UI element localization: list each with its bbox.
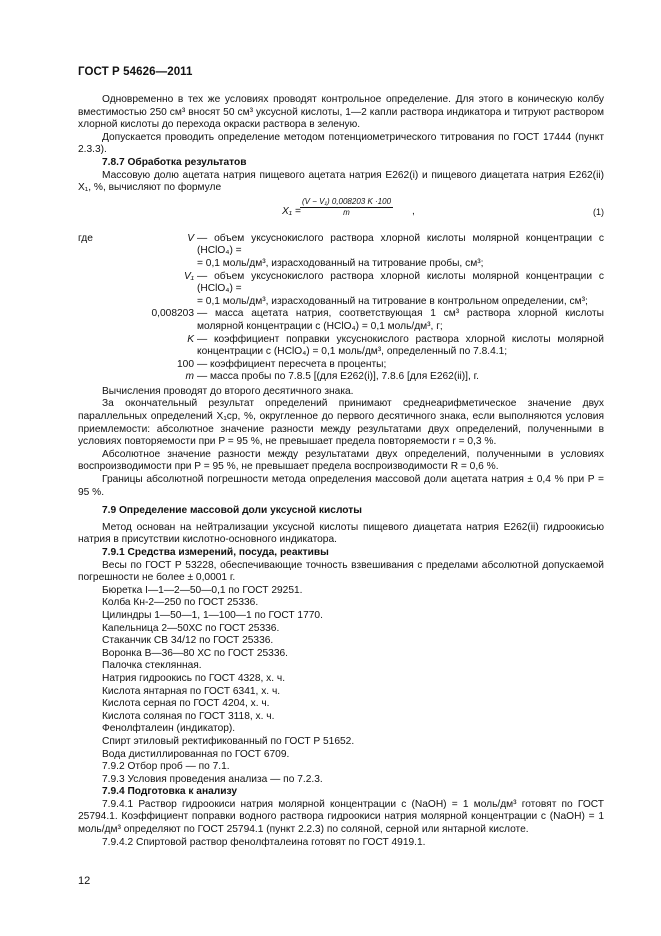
paragraph-method: Метод основан на нейтрализации уксусной кислоты пищевого диацетата натрия E262(ii) гидроокисью натрия в присутствии кислотно-основного индикатора.	[78, 521, 604, 546]
heading-7-9-4: 7.9.4 Подготовка к анализу	[102, 786, 238, 798]
list-item: Цилиндры 1—50—1, 1—100—1 по ГОСТ 1770.	[102, 609, 323, 621]
definition-text: — объем уксуснокислого раствора хлорной кислоты молярной концентрации c (HClO₄) =	[197, 270, 604, 295]
definition-term: V	[187, 232, 194, 244]
list-item: Колба Кн-2—250 по ГОСТ 25336.	[102, 597, 259, 609]
where-label: где	[78, 232, 93, 244]
definition-item	[78, 271, 604, 309]
paragraph-potentiometric: Допускается проводить определение методом потенциометрического титрования по ГОСТ 17444 (пункт 2.3.3).	[78, 131, 604, 156]
heading-7-9: 7.9 Определение массовой доли уксусной кислоты	[102, 505, 362, 517]
definition-item	[78, 334, 604, 359]
list-item: Натрия гидроокись по ГОСТ 4328, х. ч.	[102, 672, 286, 684]
document-body	[78, 94, 604, 849]
definition-item	[78, 308, 604, 333]
paragraph-scales: Весы по ГОСТ Р 53228, обеспечивающие точность взвешивания с пределами абсолютной допускаемой погрешности не более ± 0,0001 г.	[78, 559, 604, 584]
list-item: Стаканчик СВ 34/12 по ГОСТ 25336.	[102, 635, 274, 647]
heading-7-9-1: 7.9.1 Средства измерений, посуда, реактивы	[102, 547, 329, 558]
list-item: Вода дистиллированная по ГОСТ 6709.	[102, 748, 290, 760]
paragraph-mass-fraction: Массовую долю ацетата натрия пищевого ацетата натрия E262(i) и пищевого диацетата натрия E262(ii) X₁, %, вычисляют по формуле	[78, 169, 604, 194]
definition-term: K	[187, 333, 194, 345]
list-item: Кислота серная по ГОСТ 4204, х. ч.	[102, 698, 270, 710]
definition-term: V₁	[183, 270, 194, 282]
definition-text: — объем уксуснокислого раствора хлорной кислоты молярной концентрации c (HClO₄) =	[197, 232, 604, 257]
list-item: Кислота янтарная по ГОСТ 6341, х. ч.	[102, 685, 281, 697]
formula-comma: ,	[412, 205, 415, 217]
definition-item	[78, 359, 604, 372]
paragraph-final-result: За окончательный результат определений принимают среднеарифметическое значение двух параллельных определений X₁ср, %, округленное до первого десятичного знака, если выполняются условия приемлемости: абсолютное значение разности между результатами двух определений, полученными в условиях повторяемости при P = 95 %, не превышает предела повторяемости r = 0,3 %.	[78, 398, 604, 448]
list-item: Фенолфталеин (индикатор).	[102, 723, 236, 735]
list-item: Кислота соляная по ГОСТ 3118, х. ч.	[102, 710, 275, 722]
formula-denominator: m	[343, 207, 350, 217]
list-item: Бюретка I—1—2—50—0,1 по ГОСТ 29251.	[102, 584, 303, 596]
formula-1	[78, 197, 604, 231]
list-item: Капельница 2—50ХС по ГОСТ 25336.	[102, 622, 280, 634]
definition-term: 100	[177, 358, 194, 370]
definition-term: m	[185, 371, 194, 383]
heading-7-8-7: 7.8.7 Обработка результатов	[102, 156, 247, 168]
definition-continuation: = 0,1 моль/дм³, израсходованный на титрование пробы, см³;	[197, 257, 484, 269]
formula-numerator: (V − V₁) 0,008203 K ·100	[302, 196, 392, 206]
page-header: ГОСТ Р 54626—2011	[78, 66, 193, 78]
formula-number: (1)	[593, 206, 604, 217]
definition-term: 0,008203	[151, 308, 194, 320]
definition-text: — коэффициент пересчета в проценты;	[197, 358, 387, 370]
definitions-list	[78, 233, 604, 384]
definition-text: — масса ацетата натрия, соответствующая 1 см³ раствора хлорной кислоты молярной концентрации c (HClO₄) = 0,1 моль/дм³, г;	[197, 308, 604, 332]
list-item: Воронка В—36—80 ХС по ГОСТ 25336.	[102, 647, 289, 659]
paragraph-calculations: Вычисления проводят до второго десятичного знака.	[102, 385, 354, 397]
formula-lhs: X₁ =	[282, 205, 301, 217]
list-item: 7.9.2 Отбор проб — по 7.1.	[102, 761, 230, 773]
definition-text: — масса пробы по 7.8.5 [(для E262(i)], 7.8.6 [для E262(ii)], г.	[197, 371, 479, 383]
paragraph-reproducibility: Абсолютное значение разности между результатами двух определений, полученными в условиях воспроизводимости при P = 95 %, не превышает предела воспроизводимости R = 0,6 %.	[78, 448, 604, 473]
paragraph-7-9-4-1: 7.9.4.1 Раствор гидроокиси натрия молярной концентрации c (NaOH) = 1 моль/дм³ готовят по ГОСТ 25794.1. Коэффициент поправки водного раствора гидроокиси натрия молярной концентрации c (NaOH) = 1 моль/дм³ определяют по ГОСТ 25794.1 (пункт 2.2.3) по соляной, серной или янтарной кислоте.	[78, 798, 604, 836]
paragraph-error-bounds: Границы абсолютной погрешности метода определения массовой доли ацетата натрия ± 0,4 % при P = 95 %.	[78, 474, 604, 498]
list-item: 7.9.3 Условия проведения анализа — по 7.2.3.	[102, 773, 323, 785]
list-item: Палочка стеклянная.	[102, 660, 202, 672]
list-item: Спирт этиловый ректификованный по ГОСТ Р 51652.	[102, 735, 355, 747]
page-number: 12	[78, 875, 91, 887]
definition-text: — коэффициент поправки уксуснокислого раствора хлорной кислоты молярной концентрации c (HClO₄) = 0,1 моль/дм³, определенный по 7.8.4.1;	[197, 333, 604, 358]
definition-item	[78, 371, 604, 384]
paragraph-control-determination: Одновременно в тех же условиях проводят контрольное определение. Для этого в коническую колбу вместимостью 250 см³ вносят 50 см³ уксусной кислоты, 1—2 капли раствора индикатора и титруют раствором хлорной кислоты до перехода окраски раствора в зеленую.	[78, 94, 604, 131]
paragraph-7-9-4-2: 7.9.4.2 Спиртовой раствор фенолфталеина готовят по ГОСТ 4919.1.	[102, 836, 426, 848]
definition-continuation: = 0,1 моль/дм³, израсходованный на титрование в контрольном определении, см³;	[197, 295, 588, 307]
definition-item	[78, 233, 604, 271]
formula-fraction	[300, 197, 393, 218]
